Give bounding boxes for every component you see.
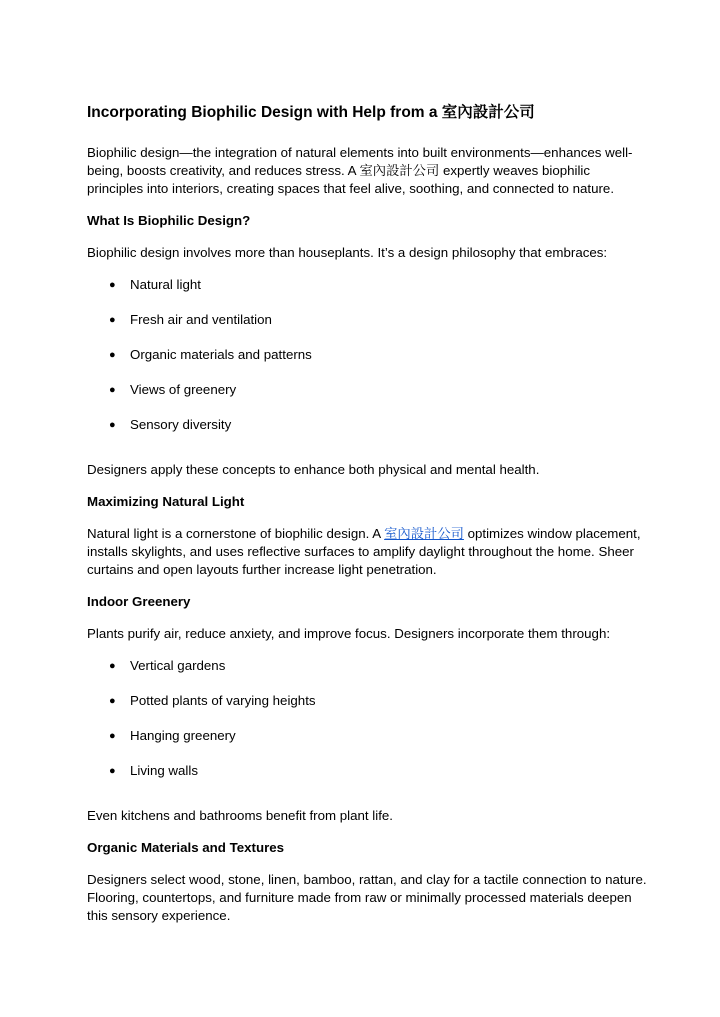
list-item: ● Fresh air and ventilation — [109, 312, 272, 327]
organic-materials-paragraph: Designers select wood, stone, linen, bamboo, rattan, and clay for a tactile connection to nature. Flooring, countertops, and furniture made from raw or minimally processed materials deepen this sensory experience. — [87, 872, 647, 923]
bullet-icon: ● — [109, 384, 116, 396]
list-item: ● Hanging greenery — [109, 728, 236, 743]
bullet-icon: ● — [109, 349, 116, 361]
list-item: ● Potted plants of varying heights — [109, 693, 316, 708]
section-heading-indoor-greenery: Indoor Greenery — [87, 594, 191, 609]
bullet-icon: ● — [109, 660, 116, 672]
bullet-icon: ● — [109, 314, 116, 326]
list-item: ● Views of greenery — [109, 382, 237, 397]
section3-lead: Plants purify air, reduce anxiety, and improve focus. Designers incorporate them through: — [87, 626, 611, 641]
page-title: Incorporating Biophilic Design with Help from a 室內設計公司 — [87, 104, 535, 121]
section1-closing: Designers apply these concepts to enhance both physical and mental health. — [87, 462, 540, 477]
section3-closing: Even kitchens and bathrooms benefit from plant life. — [87, 808, 393, 823]
principles-list — [87, 276, 647, 451]
section-heading-what-is: What Is Biophilic Design? — [87, 213, 251, 228]
list-item: ● Organic materials and patterns — [109, 347, 312, 362]
natural-light-paragraph: Natural light is a cornerstone of biophilic design. A 室內設計公司 optimizes window placement, installs skylights, and uses reflective surfaces to amplify daylight throughout the home. Sheer curtains and open layouts further increase light penetration. — [87, 526, 641, 577]
section-heading-natural-light: Maximizing Natural Light — [87, 494, 245, 509]
bullet-icon: ● — [109, 279, 116, 291]
section-heading-organic-materials: Organic Materials and Textures — [87, 840, 285, 855]
section1-lead: Biophilic design involves more than houseplants. It’s a design philosophy that embraces: — [87, 245, 608, 260]
bullet-icon: ● — [109, 730, 116, 742]
list-item: ● Natural light — [109, 277, 201, 292]
bullet-icon: ● — [109, 695, 116, 707]
list-item: ● Living walls — [109, 763, 198, 778]
bullet-icon: ● — [109, 419, 116, 431]
greenery-list — [87, 657, 647, 797]
list-item: ● Vertical gardens — [109, 658, 226, 673]
bullet-icon: ● — [109, 765, 116, 777]
document-page — [87, 102, 647, 939]
company-link[interactable]: 室內設計公司 — [384, 526, 464, 541]
list-item: ● Sensory diversity — [109, 417, 232, 432]
intro-paragraph: Biophilic design—the integration of natural elements into built environments—enhances well-being, boosts creativity, and reduces stress. A 室內設計公司 expertly weaves biophilic principles into interiors, creating spaces that feel alive, soothing, and connected to nature. — [87, 145, 633, 196]
